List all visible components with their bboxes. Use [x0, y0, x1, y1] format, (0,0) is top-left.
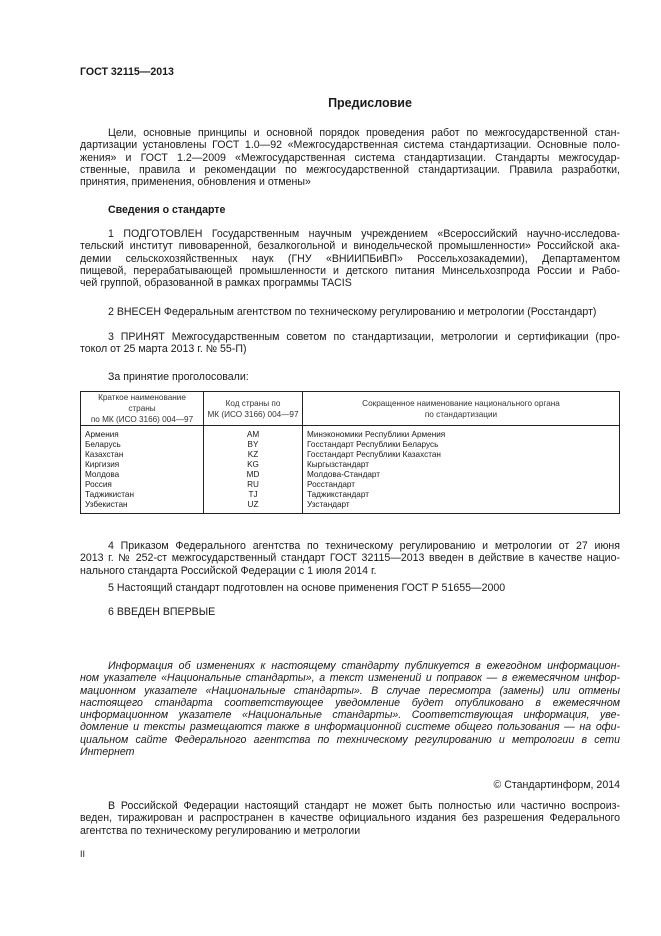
code-cell: RU	[204, 480, 303, 490]
rights-notice	[80, 800, 620, 837]
text-line: информационном указателе «Национальные стандарты». Соответствующая информация, уве-	[80, 709, 620, 722]
body-cell: Узстандарт	[303, 500, 620, 514]
text-line: домление и тексты размещаются также в информационной системе общего пользования — на офи-	[80, 721, 620, 734]
code-cell: TJ	[204, 490, 303, 500]
country-cell: Молдова	[81, 470, 204, 480]
text-line: 1 ПОДГОТОВЛЕН Государственным научным учреждением «Всероссийский научно-исследова-	[108, 228, 620, 240]
header-line: Краткое наименование страны	[98, 393, 186, 413]
item-4	[80, 540, 620, 577]
text-line: 2 ВНЕСЕН Федеральным агентством по техническому регулированию и метрологии (Росстандарт)	[108, 306, 597, 318]
page-number: II	[80, 849, 86, 859]
item-2	[80, 306, 620, 318]
text-line: нального стандарта Российской Федерации с 1 июля 2014 г.	[80, 564, 377, 577]
country-cell: Киргизия	[81, 460, 204, 470]
code-cell: KG	[204, 460, 303, 470]
table-row	[81, 490, 620, 500]
text-line: ственные, правила и рекомендации по межгосударственной стандартизации. Правила разработки,	[80, 163, 620, 176]
body-cell: Молдова-Стандарт	[303, 470, 620, 480]
body-cell: Росстандарт	[303, 480, 620, 490]
body-cell: Минэкономики Республики Армения	[303, 426, 620, 441]
amendments-notice	[80, 660, 620, 758]
body-cell: Госстандарт Республики Беларусь	[303, 440, 620, 450]
text-line: принятия, применения, обновления и отмены»	[80, 176, 311, 189]
text-line: 5 Настоящий стандарт подготовлен на основе применения ГОСТ Р 51655—2000	[108, 582, 506, 594]
item-1	[80, 228, 620, 289]
column-header-code	[204, 392, 303, 426]
text-line: 2013 г. № 252-ст межгосударственный стандарт ГОСТ 32115—2013 введен в действие в качестве нацио-	[80, 552, 620, 565]
text-line: 4 Приказом Федерального агентства по техническому регулированию и метрологии от 27 июня	[108, 540, 620, 552]
item-6	[80, 606, 620, 618]
country-cell: Таджикистан	[81, 490, 204, 500]
code-cell: MD	[204, 470, 303, 480]
header-line: Код страны по	[225, 398, 281, 408]
header-line: по стандартизации	[424, 409, 498, 419]
table-row	[81, 480, 620, 490]
text-line: циальном сайте Федерального агентства по техническому регулированию и метрологии в сети	[80, 733, 620, 746]
text-line: пищевой, перерабатывающей промышленности и детского питания Минсельхозпрода России и Рабо-	[80, 264, 620, 277]
voted-label: За принятие проголосовали:	[108, 371, 249, 383]
table-row	[81, 460, 620, 470]
text-line: Цели, основные принципы и основной порядок проведения работ по межгосударственной стан-	[108, 127, 620, 139]
item-5	[80, 582, 620, 594]
header-line: Сокращенное наименование национального органа	[362, 398, 560, 408]
copyright: © Стандартинформ, 2014	[493, 779, 620, 791]
text-line: жения» и ГОСТ 1.2—2009 «Межгосударственная система стандартизации. Стандарты межгосудар-	[80, 151, 620, 164]
body-cell: Госстандарт Республики Казахстан	[303, 450, 620, 460]
text-line: тельский институт пивоваренной, безалкогольной и винодельческой промышленности» Российской ака-	[80, 240, 620, 253]
text-line: 6 ВВЕДЕН ВПЕРВЫЕ	[108, 606, 216, 618]
text-line: мационном указателе «Национальные стандарты». В случае пересмотра (замены) или отмены	[80, 684, 620, 697]
text-line: ном указателе «Национальные стандарты», а текст изменений и поправок — в ежемесячном инфор-	[80, 672, 620, 685]
document-header: ГОСТ 32115—2013	[80, 66, 174, 78]
text-line: 3 ПРИНЯТ Межгосударственным советом по стандартизации, метрологии и сертификации (про-	[108, 331, 620, 343]
country-cell: Армения	[81, 426, 204, 441]
text-line: настоящего стандарта соответствующее уведомление будет опубликовано в ежемесячном	[80, 696, 620, 709]
page-title: Предисловие	[328, 96, 412, 110]
country-cell: Беларусь	[81, 440, 204, 450]
country-cell: Казахстан	[81, 450, 204, 460]
code-cell: UZ	[204, 500, 303, 514]
header-line: по МК (ИСО 3166) 004—97	[90, 415, 194, 424]
code-cell: AM	[204, 426, 303, 441]
text-line: дартизации установлены ГОСТ 1.0—92 «Межгосударственная система стандартизации. Основные поло-	[80, 139, 620, 152]
body-cell: Таджикстандарт	[303, 490, 620, 500]
country-cell: Россия	[81, 480, 204, 490]
code-cell: BY	[204, 440, 303, 450]
header-line: МК (ИСО 3166) 004—97	[207, 409, 299, 419]
table-row	[81, 426, 620, 441]
column-header-body	[303, 392, 620, 426]
text-line: В Российской Федерации настоящий стандарт не может быть полностью или частично воспроиз-	[108, 800, 620, 812]
intro-paragraph	[80, 127, 620, 188]
table-row	[81, 470, 620, 480]
body-cell: Кыргызстандарт	[303, 460, 620, 470]
text-line: токол от 25 марта 2013 г. № 55-П)	[80, 343, 247, 356]
country-cell: Узбекистан	[81, 500, 204, 514]
table-row	[81, 500, 620, 514]
item-3	[80, 331, 620, 356]
table-row	[81, 440, 620, 450]
text-line: демии сельскохозяйственных наук (ГНУ «ВНИИПБиВП» Россельхозакадемии), Департаментом	[80, 252, 620, 265]
text-line: веден, тиражирован и распространен в качестве официального издания без разрешения Федерального	[80, 812, 620, 825]
text-line: агентства по техническому регулированию и метрологии	[80, 824, 361, 837]
column-header-country	[81, 392, 204, 426]
text-line: Интернет	[80, 746, 135, 759]
code-cell: KZ	[204, 450, 303, 460]
info-heading: Сведения о стандарте	[108, 204, 226, 216]
text-line: чей группой, образованной в рамках программы TACIS	[80, 277, 352, 290]
text-line: Информация об изменениях к настоящему стандарту публикуется в ежегодном информацион-	[108, 660, 620, 672]
table-row	[81, 450, 620, 460]
countries-table	[80, 391, 620, 514]
